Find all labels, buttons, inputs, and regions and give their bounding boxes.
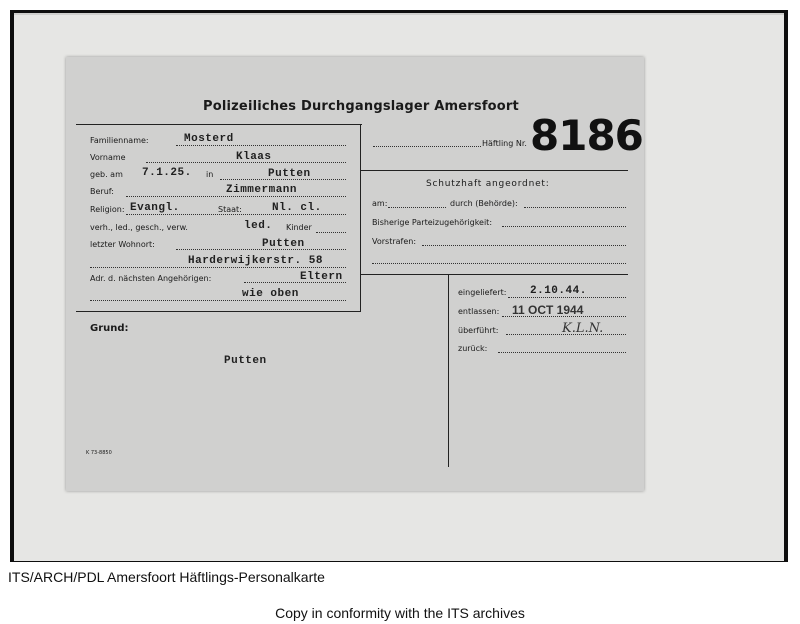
familienname-value: Mosterd — [184, 133, 234, 145]
wohnort-value: Putten — [262, 238, 305, 250]
schutzhaft-heading: Schutzhaft angeordnet: — [426, 179, 550, 189]
dotted-line — [244, 282, 346, 283]
vorname-label: Vorname — [90, 153, 126, 162]
dotted-line — [316, 232, 346, 233]
dotted-line — [90, 300, 346, 301]
kinder-label: Kinder — [286, 223, 312, 232]
dotted-line — [220, 179, 346, 180]
divider — [360, 170, 628, 171]
prisoner-card — [66, 57, 644, 491]
religion-label: Religion: — [90, 205, 125, 214]
angehoerige-value: Eltern — [300, 271, 343, 283]
dotted-line — [90, 267, 346, 268]
dotted-line — [126, 214, 346, 215]
dotted-line — [126, 196, 346, 197]
grund-label: Grund: — [90, 323, 129, 334]
beruf-value: Zimmermann — [226, 184, 298, 196]
angehoerige-adr-value: wie oben — [242, 288, 299, 300]
dotted-line — [422, 245, 626, 246]
archive-caption: ITS/ARCH/PDL Amersfoort Häftlings-Personalkarte — [8, 569, 325, 585]
divider — [448, 274, 449, 467]
ueberfuehrt-value: K.L.N. — [562, 321, 604, 336]
eingeliefert-value: 2.10.44. — [530, 285, 587, 297]
vorstrafen-label: Vorstrafen: — [372, 237, 417, 246]
divider — [360, 124, 361, 312]
beruf-label: Beruf: — [90, 187, 114, 196]
dotted-line — [506, 334, 626, 335]
haeftling-number: 8186 — [530, 111, 643, 160]
dotted-line — [176, 145, 346, 146]
dotted-line — [524, 207, 626, 208]
partei-label: Bisherige Parteizugehörigkeit: — [372, 218, 493, 227]
zurueck-label: zurück: — [458, 344, 488, 353]
staat-label: Staat: — [218, 205, 242, 214]
divider — [76, 311, 361, 312]
entlassen-label: entlassen: — [458, 307, 500, 316]
geb-am-label: geb. am — [90, 170, 123, 179]
durch-label: durch (Behörde): — [450, 199, 518, 208]
vorname-value: Klaas — [236, 151, 272, 163]
familienname-label: Familienname: — [90, 136, 149, 145]
familienstand-value: led. — [244, 220, 273, 232]
letzter-wohnort-label: letzter Wohnort: — [90, 240, 155, 249]
form-code: K 73-8850 — [86, 450, 112, 456]
dotted-line — [502, 316, 626, 317]
dotted-line — [508, 297, 626, 298]
conformity-caption: Copy in conformity with the ITS archives — [275, 605, 525, 621]
ueberfuehrt-label: überführt: — [458, 326, 499, 335]
strasse-value: Harderwijkerstr. 58 — [188, 255, 323, 267]
dotted-line — [388, 207, 446, 208]
divider — [76, 124, 362, 125]
card-title: Polizeiliches Durchgangslager Amersfoort — [203, 99, 519, 114]
entlassen-stamp: 11 OCT 1944 — [512, 303, 584, 317]
geb-in-value: Putten — [268, 168, 311, 180]
grund-value: Putten — [224, 355, 267, 367]
religion-value: Evangl. — [130, 202, 180, 214]
haeftling-label: Häftling Nr. — [482, 139, 527, 148]
dotted-line — [372, 263, 626, 264]
dotted-line — [498, 352, 626, 353]
dotted-line — [146, 162, 346, 163]
staat-value: Nl. cl. — [272, 202, 322, 214]
dotted-line — [502, 226, 626, 227]
angehoerige-label: Adr. d. nächsten Angehörigen: — [90, 274, 212, 283]
eingeliefert-label: eingeliefert: — [458, 288, 507, 297]
familienstand-label: verh., led., gesch., verw. — [90, 223, 188, 232]
dotted-line — [176, 249, 346, 250]
dotted-line — [373, 146, 481, 147]
divider — [360, 274, 628, 275]
am-label: am: — [372, 199, 388, 208]
geb-am-value: 7.1.25. — [142, 167, 192, 179]
in-label: in — [206, 170, 214, 179]
